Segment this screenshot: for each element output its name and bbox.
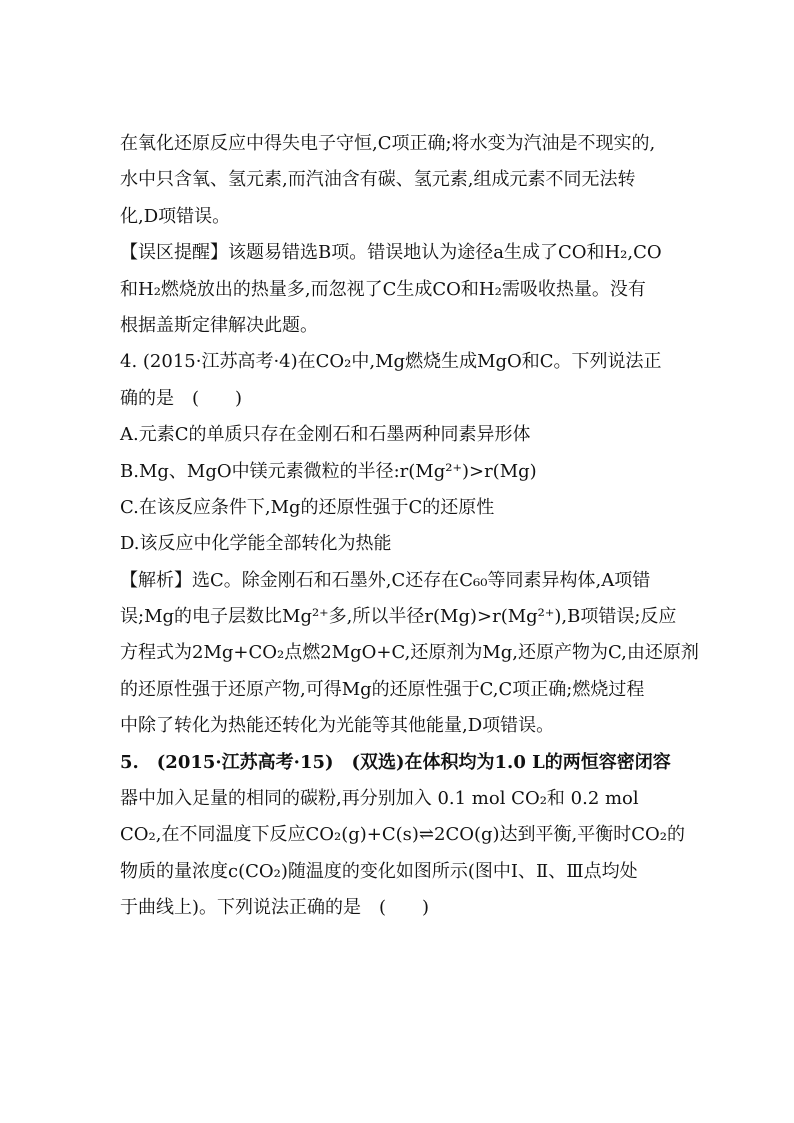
question-5-header: 5. (2015·江苏高考·15) (双选)在体积均为1.0 L的两恒容密闭容: [120, 751, 671, 773]
text-line: 和H₂燃烧放出的热量多,而忽视了C生成CO和H₂需吸收热量。没有: [120, 278, 646, 300]
text-line: CO₂,在不同温度下反应CO₂(g)+C(s)⇌2CO(g)达到平衡,平衡时CO₂的: [120, 824, 686, 846]
analysis-line: 【解析】选C。除金刚石和石墨外,C还存在C₆₀等同素异构体,A项错: [120, 569, 651, 591]
option-b: B.Mg、MgO中镁元素微粒的半径:r(Mg²⁺)>r(Mg): [120, 460, 537, 482]
option-a: A.元素C的单质只存在金刚石和石墨两种同素异形体: [120, 424, 531, 446]
text-line: 化,D项错误。: [120, 205, 231, 227]
text-line: 于曲线上)。下列说法正确的是 ( ): [120, 897, 430, 919]
text-line: 水中只含氧、氢元素,而汽油含有碳、氢元素,组成元素不同无法转: [120, 169, 636, 191]
text-line: 在氧化还原反应中得失电子守恒,C项正确;将水变为汽油是不现实的,: [120, 133, 656, 154]
option-c: C.在该反应条件下,Mg的还原性强于C的还原性: [120, 496, 495, 518]
text-line: 根据盖斯定律解决此题。: [120, 314, 318, 336]
option-d: D.该反应中化学能全部转化为热能: [120, 533, 392, 555]
text-line: 物质的量浓度c(CO₂)随温度的变化如图所示(图中Ⅰ、Ⅱ、Ⅲ点均处: [120, 860, 638, 882]
text-line: 器中加入足量的相同的碳粉,再分别加入 0.1 mol CO₂和 0.2 mol: [120, 788, 639, 810]
document-body: [120, 126, 699, 927]
text-line: 中除了转化为热能还转化为光能等其他能量,D项错误。: [120, 715, 555, 737]
text-line: 的还原性强于还原产物,可得Mg的还原性强于C,C项正确;燃烧过程: [120, 678, 645, 700]
text-line: 误;Mg的电子层数比Mg²⁺多,所以半径r(Mg)>r(Mg²⁺),B项错误;反应: [120, 606, 677, 628]
error-tip-line: 【误区提醒】该题易错选B项。错误地认为途径a生成了CO和H₂,CO: [120, 242, 662, 264]
text-line: 确的是 ( ): [120, 387, 243, 409]
question-4-header: 4. (2015·江苏高考·4)在CO₂中,Mg燃烧生成MgO和C。下列说法正: [120, 351, 662, 373]
equation-line: 方程式为2Mg+CO₂点燃2MgO+C,还原剂为Mg,还原产物为C,由还原剂: [120, 642, 699, 664]
